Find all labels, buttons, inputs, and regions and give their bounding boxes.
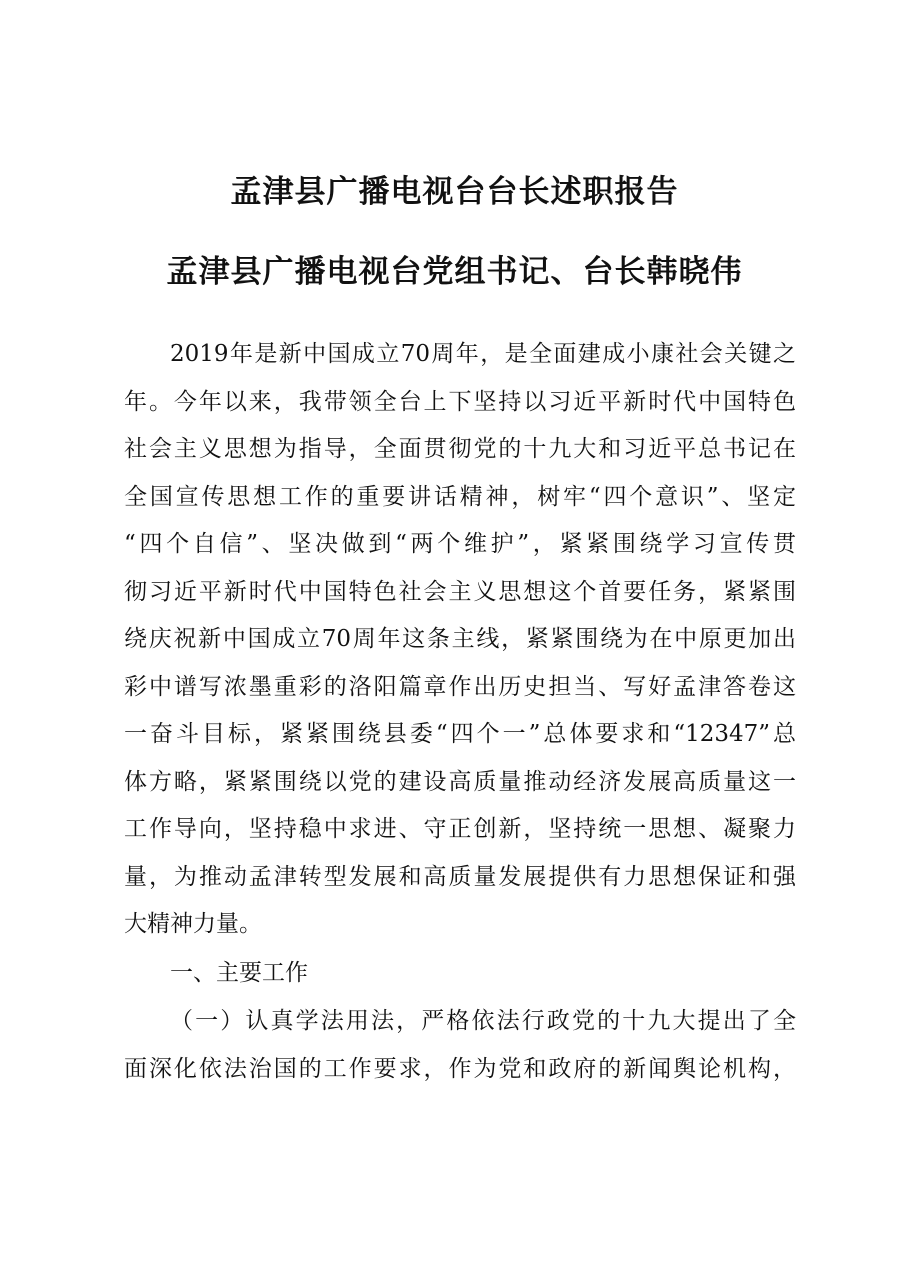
paragraph-line: “四个自信”、坚决做到“两个维护”，紧紧围绕学习宣传贯 bbox=[124, 531, 796, 557]
paragraph-line: 社会主义思想为指导，全面贯彻党的十九大和习近平总书记在 bbox=[124, 436, 796, 462]
document-title: 孟津县广播电视台台长述职报告 bbox=[230, 174, 679, 210]
paragraph-line: 量，为推动孟津转型发展和高质量发展提供有力思想保证和强 bbox=[124, 863, 796, 890]
paragraph-line: 工作导向，坚持稳中求进、守正创新，坚持统一思想、凝聚力 bbox=[124, 816, 796, 842]
paragraph-line: 一奋斗目标，紧紧围绕县委“四个一”总体要求和“12347”总 bbox=[124, 721, 796, 747]
paragraph-line: （一）认真学法用法，严格依法行政党的十九大提出了全 bbox=[170, 1008, 796, 1034]
paragraph-line: 全国宣传思想工作的重要讲话精神，树牢“四个意识”、坚定 bbox=[124, 483, 796, 510]
paragraph-line: 2019年是新中国成立70周年，是全面建成小康社会关键之 bbox=[170, 341, 796, 367]
paragraph-line: 年。今年以来，我带领全台上下坚持以习近平新时代中国特色 bbox=[124, 388, 796, 415]
paragraph-2 bbox=[124, 998, 796, 1093]
paragraph-line: 体方略，紧紧围绕以党的建设高质量推动经济发展高质量这一 bbox=[124, 768, 796, 795]
paragraph-line: 大精神力量。 bbox=[124, 911, 262, 937]
paragraph-line: 面深化依法治国的工作要求，作为党和政府的新闻舆论机构， bbox=[124, 1055, 796, 1082]
paragraph-line: 彩中谱写浓墨重彩的洛阳篇章作出历史担当、写好孟津答卷这 bbox=[124, 673, 796, 700]
paragraph-1 bbox=[124, 331, 796, 949]
section-heading: 一、主要工作 bbox=[170, 960, 308, 986]
paragraph-line: 绕庆祝新中国成立70周年这条主线，紧紧围绕为在中原更加出 bbox=[124, 626, 796, 652]
paragraph-line: 彻习近平新时代中国特色社会主义思想这个首要任务，紧紧围 bbox=[124, 578, 796, 605]
document-subtitle: 孟津县广播电视台党组书记、台长韩晓伟 bbox=[166, 254, 743, 290]
